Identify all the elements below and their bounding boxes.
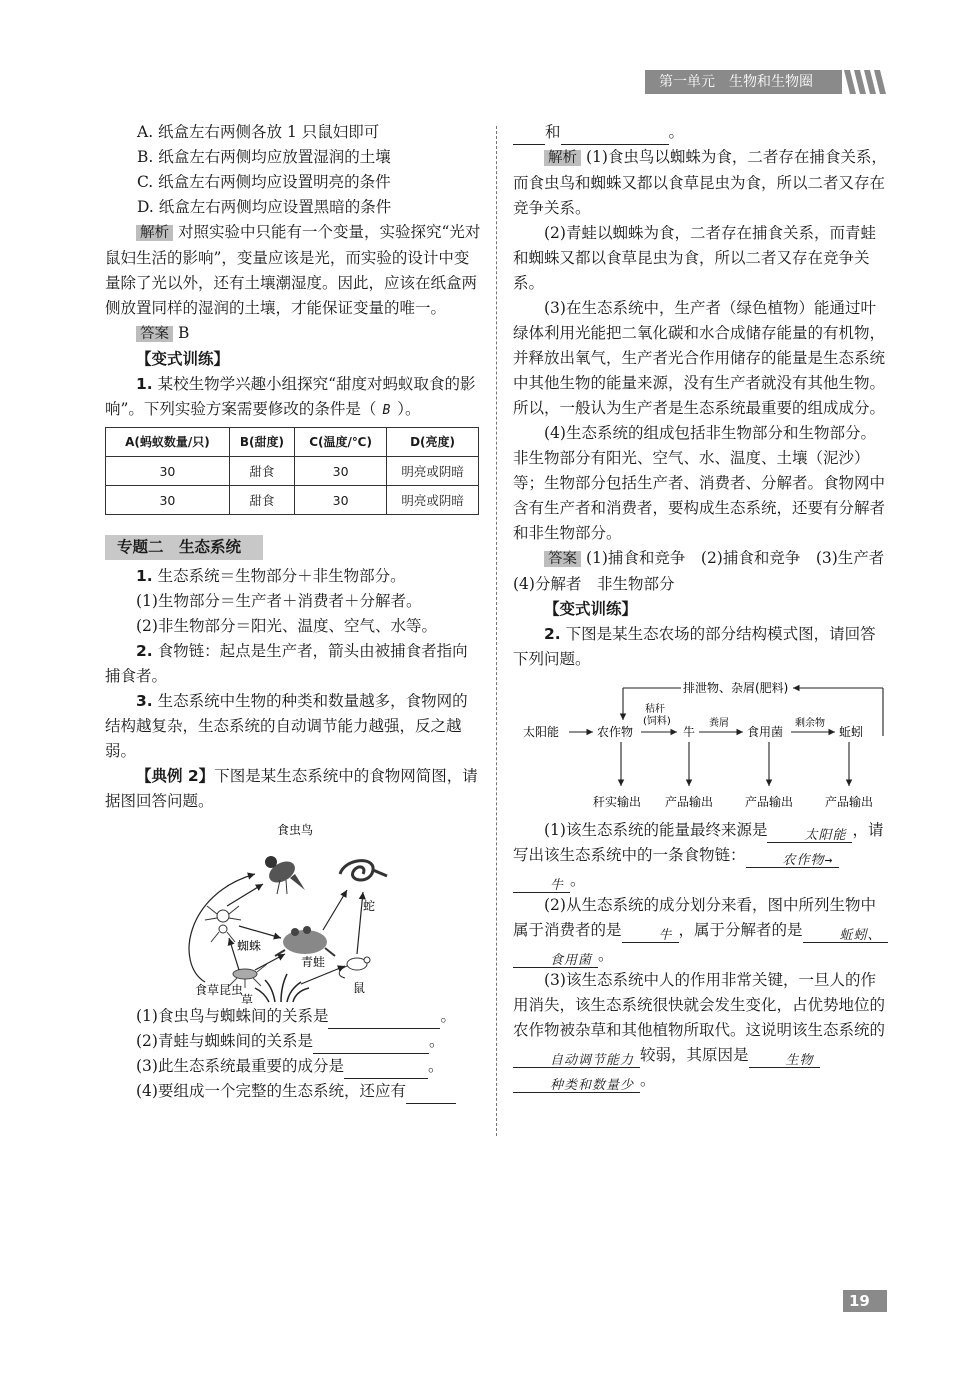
diagram-rest: 剩余物: [795, 718, 825, 729]
question-1: [105, 372, 481, 423]
column-divider: [496, 126, 497, 1136]
question-line-3: (3)此生态系统最重要的成分是 。: [105, 1054, 481, 1079]
table-header: A(蚂蚁数量/只): [106, 428, 230, 457]
diagram-output-4: 产品输出: [825, 795, 874, 809]
s3-end: 。: [640, 1071, 656, 1089]
table-header: B(甜度): [229, 428, 294, 457]
point-1b: (2)非生物部分＝阳光、温度、空气、水等。: [136, 617, 437, 635]
analysis-1: [513, 145, 891, 221]
analysis-tag: 解析: [136, 225, 173, 241]
diagram-straw: 秸秆: [645, 704, 665, 715]
farm-diagram: [513, 678, 891, 818]
s3-answer-2b: 种类和数量少: [513, 1073, 640, 1093]
question-2-text: (2)青蛙与蜘蛛间的关系是: [136, 1032, 313, 1050]
example-tag: 【典例 2】: [136, 767, 215, 785]
right-column: [513, 120, 900, 1093]
frog-icon: [275, 926, 335, 956]
point-1: [105, 564, 481, 589]
answer-tag: 答案: [136, 326, 173, 342]
s1-answer-1: 太阳能: [767, 823, 852, 843]
point-3-number: 3.: [136, 692, 153, 710]
analysis-3: (3)在生态系统中，生产者（绿色植物）能通过叶绿体利用光能把二氧化碳和水合成储存能量的有机物，并释放出氧气，生产者光合作用储存的能量是生态系统中其他生物的能量来源，没有生产者就没有其他生物。所以，一般认为生产者是生态系统最重要的组成成分。: [513, 299, 886, 417]
example-text: 下图是某生态系统中的食物网简图，请据图回答问题。: [105, 767, 478, 810]
q1-end: ）。: [397, 400, 421, 418]
diagram-sun: 太阳能: [523, 725, 560, 739]
question-line-4: [105, 1079, 481, 1104]
answer-blank: [328, 1009, 440, 1029]
diagram-worm: 蚯蚓: [839, 725, 864, 739]
s3-text-b: 较弱，其原因是: [640, 1046, 749, 1064]
s2-text-b: ，属于分解者的是: [678, 921, 803, 939]
analysis-4: (4)生态系统的组成包括非生物部分和生物部分。非生物部分有阳光、空气、水、温度、土壤（泥沙）等；生物部分包括生产者、消费者、分解者。食物网中含有生产者和消费者，要构成生态系统，还要有分解者和非生物部分。: [513, 424, 886, 542]
table-row: [106, 457, 479, 486]
s1-text-b: ，请写出该生态系统中的一条食物链：: [513, 821, 884, 864]
label-bird: 食虫鸟: [277, 823, 314, 837]
table-cell: 30: [295, 457, 387, 486]
example-2: [105, 764, 481, 814]
table-cell: 明亮或阴暗: [387, 457, 479, 486]
continued-line: 和 。: [513, 120, 891, 145]
variant-title-2: 【变式训练】: [544, 600, 638, 618]
point-3: [105, 689, 481, 764]
q2-number: 2.: [544, 625, 561, 643]
q1-answer: B: [382, 403, 392, 418]
diagram-output-2: 产品输出: [665, 795, 714, 809]
answer-tag: 答案: [544, 551, 581, 567]
question-line-2: (2)青蛙与蜘蛛间的关系是 。: [105, 1029, 481, 1054]
unit-header: 第一单元 生物和生物圈: [645, 70, 888, 94]
s1-text-a: (1)该生态系统的能量最终来源是: [544, 821, 768, 839]
s2-answer-1: 牛: [622, 923, 679, 943]
label-mouse: 鼠: [353, 981, 366, 995]
answer-blank: [561, 125, 669, 145]
option-a: A. 纸盒左右两侧各放 1 只鼠妇即可: [137, 123, 380, 141]
question-2: [513, 622, 891, 672]
s3-text-a: (3)该生态系统中人的作用非常关键，一旦人的作用消失，该生态系统很快就会发生变化，占优势地位的农作物被杂草和其他植物所取代。这说明该生态系统的: [513, 971, 886, 1039]
table-header: D(亮度): [387, 428, 479, 457]
label-insect: 食草昆虫: [195, 983, 244, 997]
question-3-text: (3)此生态系统最重要的成分是: [136, 1057, 344, 1075]
answer-text: (1)捕食和竞争 (2)捕食和竞争 (3)生产者 (4)分解者 非生物部分: [513, 549, 900, 593]
point-2-text: 食物链：起点是生产者，箭头由被捕食者指向捕食者。: [105, 642, 468, 685]
analysis-1-text: (1)食虫鸟以蜘蛛为食，二者存在捕食关系，而食虫鸟和蜘蛛又都以食草昆虫为食，所以二者又存在竞争关系。: [513, 148, 887, 217]
table-cell: 30: [295, 486, 387, 515]
section-title: 专题二 生态系统: [105, 535, 263, 560]
q1-number: 1.: [136, 375, 153, 393]
diagram-feed: (饲料): [643, 716, 671, 727]
point-1-text: 生态系统＝生物部分＋非生物部分。: [157, 567, 406, 585]
variant-title: 【变式训练】: [136, 350, 230, 368]
diagram-dung: 粪屑: [709, 718, 729, 729]
analysis-tag: 解析: [544, 150, 581, 166]
diagram-crop: 农作物: [597, 725, 634, 739]
diagram-fungus: 食用菌: [747, 725, 784, 739]
answer-text: B: [177, 324, 190, 342]
mouse-icon: [339, 957, 370, 978]
analysis-2: (2)青蛙以蜘蛛为食，二者存在捕食关系，而青蛙和蜘蛛又都以食草昆虫为食，所以二者又存在竞争关系。: [513, 224, 876, 292]
sub-question-1: [513, 818, 891, 893]
point-3-text: 生态系统中生物的种类和数量越多，食物网的结构越复杂，生态系统的自动调节能力越强，反之越弱。: [105, 692, 468, 760]
diagram-output-1: 秆实输出: [593, 795, 642, 809]
s2-end: 。: [598, 946, 614, 964]
bird-icon: [265, 856, 305, 894]
page-number: 19: [843, 1290, 887, 1312]
grass-icon: [255, 974, 309, 1002]
table-cell: 30: [106, 486, 230, 515]
table-cell: 甜食: [229, 457, 294, 486]
left-column: [105, 120, 481, 1104]
sub-question-3: [513, 968, 891, 1093]
s1-end: 。: [570, 871, 586, 889]
s2-text-a: (2)从生态系统的成分划分来看，图中所列生物中属于消费者的是: [513, 896, 876, 939]
header-stripes-decoration: [842, 70, 888, 94]
q2-text: 下图是某生态农场的部分结构模式图，请回答下列问题。: [513, 625, 876, 668]
point-1a: (1)生物部分＝生产者＋消费者＋分解者。: [136, 592, 422, 610]
option-b: B. 纸盒左右两侧均应放置湿润的土壤: [137, 148, 391, 166]
answer-blank: [313, 1034, 429, 1054]
s3-answer-2a: 生物: [749, 1048, 820, 1068]
diagram-cow: 牛: [683, 725, 696, 739]
q1-text: 某校生物学兴趣小组探究“甜度对蚂蚁取食的影响”。下列实验方案需要修改的条件是（: [105, 375, 476, 418]
label-frog: 青蛙: [301, 955, 326, 969]
question-1-text: (1)食虫鸟与蜘蛛间的关系是: [136, 1007, 329, 1025]
snake-icon: [340, 861, 387, 880]
s2-answer-2b: 食用菌: [513, 948, 598, 968]
label-snake: 蛇: [363, 899, 376, 913]
sub-question-2: [513, 893, 891, 968]
answer-line: [105, 321, 481, 347]
food-web-arrows: [189, 874, 363, 984]
question-line-1: (1)食虫鸟与蜘蛛间的关系是 。: [105, 1004, 481, 1029]
label-spider: 蜘蛛: [237, 939, 262, 953]
answer-paragraph: [513, 546, 900, 597]
option-d: D. 纸盒左右两侧均应设置黑暗的条件: [137, 198, 392, 216]
diagram-output-3: 产品输出: [745, 795, 794, 809]
answer-blank: [406, 1084, 456, 1104]
s1-answer-2b: 牛: [513, 873, 570, 893]
table-header: C(温度/℃): [295, 428, 387, 457]
question-4-text: (4)要组成一个完整的生态系统，还应有: [136, 1082, 406, 1100]
table-header-row: [106, 428, 479, 457]
table-row: [106, 486, 479, 515]
answer-blank: [513, 125, 545, 145]
point-2: [105, 639, 481, 689]
analysis-paragraph: [105, 220, 481, 321]
point-1-number: 1.: [136, 567, 153, 585]
s1-answer-2a: 农作物→: [746, 848, 840, 868]
diagram-top-label: 排泄物、杂屑(肥料): [683, 681, 789, 695]
answer-blank: [344, 1059, 428, 1079]
food-web-figure: [105, 814, 481, 1004]
point-2-number: 2.: [136, 642, 153, 660]
option-c: C. 纸盒左右两侧均应设置明亮的条件: [137, 173, 391, 191]
s3-answer-1: 自动调节能力: [513, 1048, 640, 1068]
analysis-text: 对照实验中只能有一个变量，实验探究“光对鼠妇生活的影响”，变量应该是光，而实验的设计中变量除了光以外，还有土壤潮湿度。因此，应该在纸盒两侧放置同样的湿润的土壤，才能保证变量的唯一。: [105, 223, 481, 317]
table-cell: 甜食: [229, 486, 294, 515]
experiment-table: [105, 427, 479, 515]
label-grass: 草: [241, 993, 254, 1004]
s2-answer-2a: 蚯蚓、: [803, 923, 888, 943]
spider-icon: [205, 906, 241, 942]
and-text: 和: [545, 123, 561, 141]
table-cell: 30: [106, 457, 230, 486]
table-cell: 明亮或阴暗: [387, 486, 479, 515]
